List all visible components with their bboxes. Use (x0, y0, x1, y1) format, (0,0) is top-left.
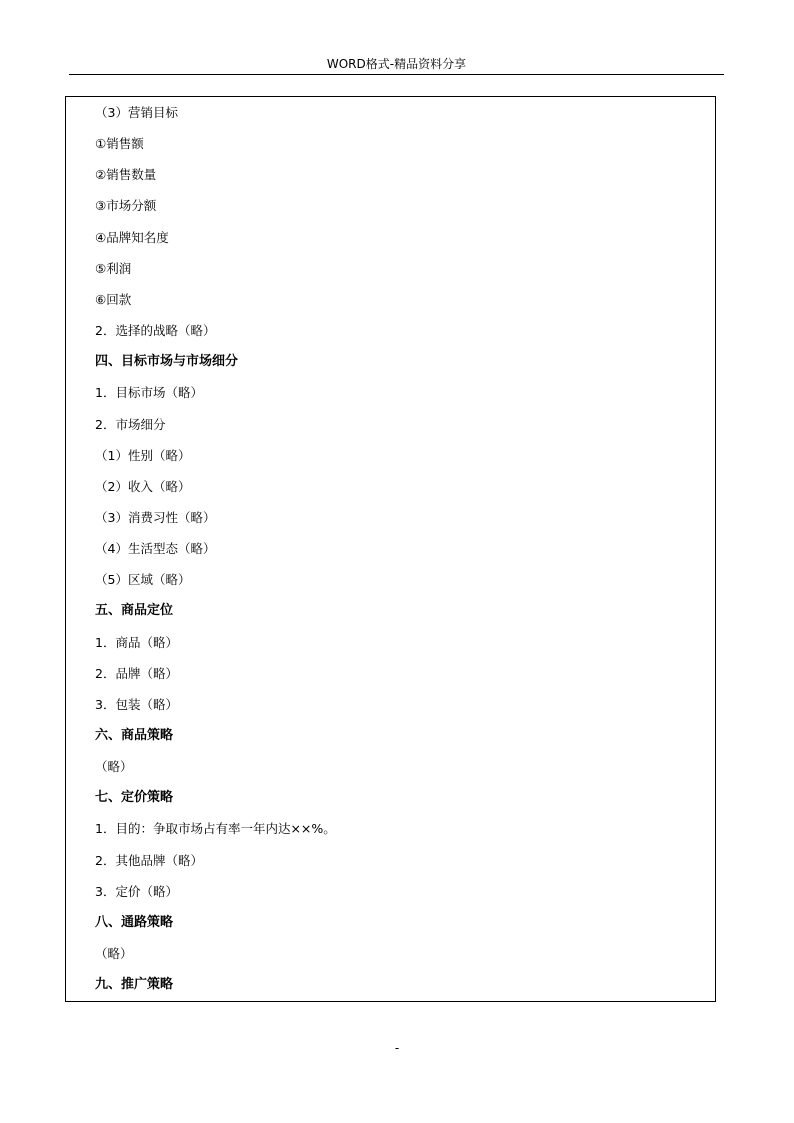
section-heading: 九、推广策略 (95, 977, 174, 992)
text-line: （2）收入（略） (95, 479, 191, 494)
text-line: 1．商品（略） (95, 635, 178, 650)
text-line: 2．市场细分 (95, 417, 166, 432)
text-line: ③市场分额 (95, 198, 157, 213)
text-line: ⑥回款 (95, 292, 132, 307)
text-line: （3）营销目标 (95, 105, 178, 120)
section-heading: 七、定价策略 (95, 790, 174, 805)
text-line: （3）消费习性（略） (95, 510, 216, 525)
section-heading: 六、商品策略 (95, 728, 174, 743)
section-heading: 五、商品定位 (95, 603, 174, 618)
text-line: 1．目标市场（略） (95, 385, 203, 400)
section-heading: 八、通路策略 (95, 915, 174, 930)
text-line: ①销售额 (95, 136, 144, 151)
text-line: ②销售数量 (95, 167, 157, 182)
text-line: 2．选择的战略（略） (95, 323, 216, 338)
text-line: ⑤利润 (95, 261, 132, 276)
text-line: 3．定价（略） (95, 884, 178, 899)
text-line: （1）性别（略） (95, 448, 191, 463)
text-line: 2．其他品牌（略） (95, 853, 203, 868)
text-line: 1．目的：争取市场占有率一年内达××%。 (95, 821, 336, 836)
text-line: 3．包装（略） (95, 697, 178, 712)
text-line: 2．品牌（略） (95, 666, 178, 681)
page-header: WORD格式-精品资料分享 (326, 57, 467, 71)
text-line: ④品牌知名度 (95, 230, 169, 245)
section-heading: 四、目标市场与市场细分 (95, 354, 239, 369)
text-line: （略） (95, 759, 133, 774)
text-line: （4）生活型态（略） (95, 541, 216, 556)
header-divider (69, 74, 724, 75)
page-footer: - (394, 1041, 400, 1055)
text-line: （略） (95, 946, 133, 961)
text-line: （5）区域（略） (95, 572, 191, 587)
